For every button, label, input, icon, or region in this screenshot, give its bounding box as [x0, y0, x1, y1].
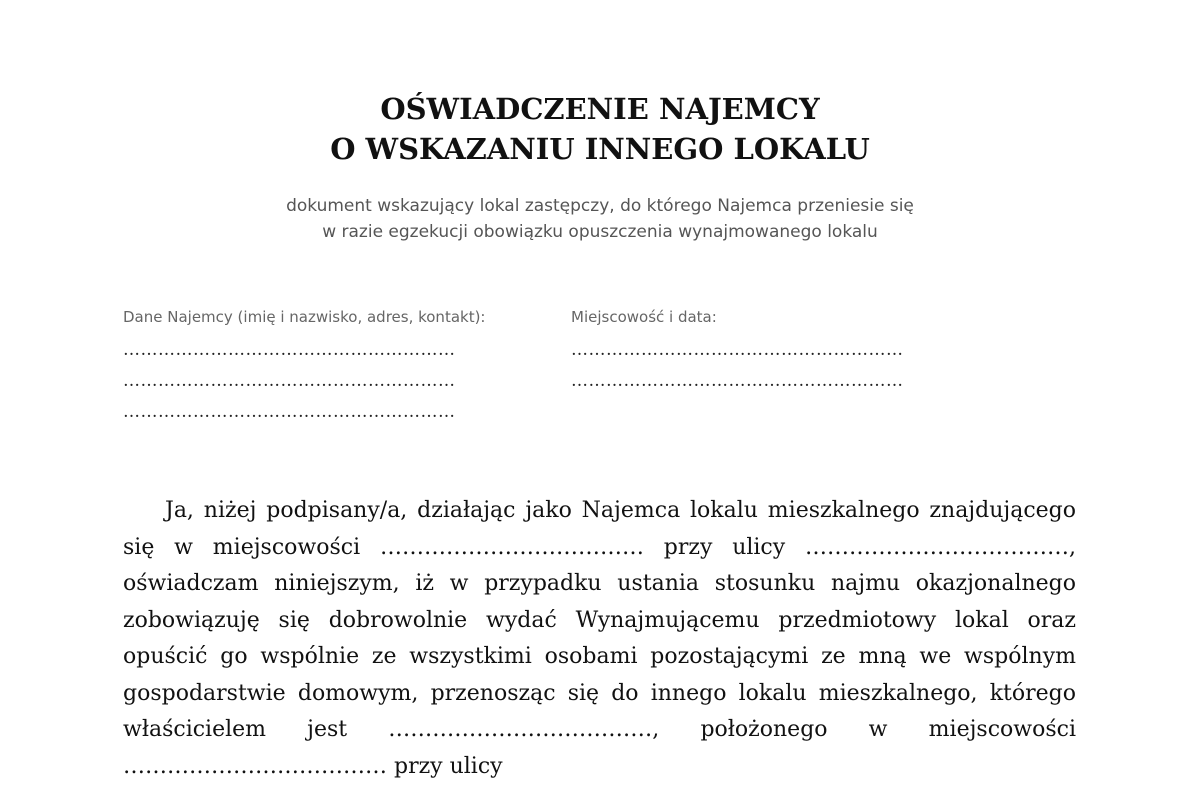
subtitle-line-1: dokument wskazujący lokal zastępczy, do którego Najemca przeniesie się: [286, 196, 914, 216]
document-subtitle: [0, 193, 1200, 245]
tenant-data-line-1: …………………………………………………: [123, 340, 456, 360]
title-line-1: OŚWIADCZENIE NAJEMCY: [380, 92, 820, 126]
place-date-line-1: …………………………………………………: [571, 340, 904, 360]
tenant-data-line-2: …………………………………………………: [123, 371, 456, 391]
subtitle-line-2: w razie egzekucji obowiązku opuszczenia wynajmowanego lokalu: [322, 222, 878, 242]
place-date-line-2: …………………………………………………: [571, 371, 904, 391]
title-line-2: O WSKAZANIU INNEGO LOKALU: [330, 132, 870, 166]
place-date-label: Miejscowość i data:: [571, 308, 717, 326]
tenant-data-line-3: …………………………………………………: [123, 402, 456, 422]
document-title: [0, 89, 1200, 169]
tenant-data-label: Dane Najemcy (imię i nazwisko, adres, kontakt):: [123, 308, 486, 326]
declaration-body-paragraph: Ja, niżej podpisany/a, działając jako Najemca lokalu mieszkalnego znajdującego się w miejscowości ……………………………… przy ulicy ………………………………, oświadczam niniejszym, iż w przypadku ustania stosunku najmu okazjonalnego zobowiązuję się dobrowolnie wydać Wynajmującemu przedmiotowy lokal oraz opuścić go wspólnie ze wszystkimi osobami pozostającymi ze mną we wspólnym gospodarstwie domowym, przenosząc się do innego lokalu mieszkalnego, którego właścicielem jest ………………………………, położonego w miejscowości ……………………………… przy ulicy: [123, 498, 1076, 779]
